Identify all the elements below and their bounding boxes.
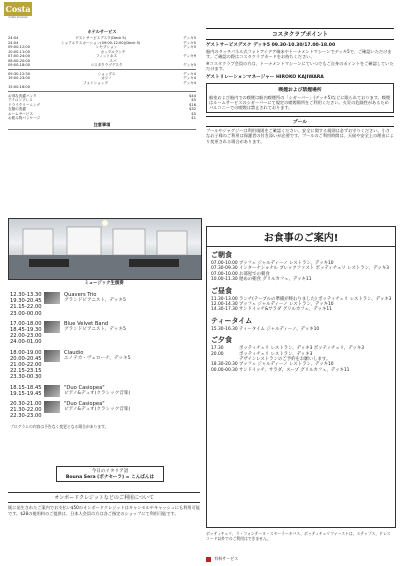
- music-info: [64, 350, 200, 381]
- italian-title: 今日のイタリア語: [91, 469, 129, 474]
- meal-lunch: ご昼食: [211, 286, 232, 295]
- credit-title: オンボードクレジットなどのご利用について: [8, 492, 200, 503]
- costa-logo: Costa: [5, 4, 31, 14]
- music-block: [10, 350, 200, 381]
- ship-interior-photo: [8, 218, 202, 280]
- music-times: 20.30-21.00 21.30-22.00 22.30-23.00: [10, 401, 42, 420]
- meal-teatime: ティータイム: [211, 316, 253, 325]
- club-desk-line: ゲストサービスデスク デッキ5 09.30-10.30/17.00-18.00: [206, 43, 336, 48]
- music-note: プログラムの内容は予告なく変更となる場合があります。: [10, 423, 109, 429]
- music-info: [64, 321, 200, 346]
- list-item: デザインレストランのご予約をお願いします。: [239, 357, 331, 363]
- music-times: 18.15-18.45 19.15-19.45: [10, 384, 42, 397]
- list-item: お飲み物パッケージ $1: [8, 116, 196, 120]
- music-info: [64, 292, 200, 317]
- music-block: [10, 401, 200, 420]
- performer-photo: [44, 385, 60, 397]
- photo-illustration: [9, 219, 201, 279]
- performer-name: "Duo Casiopea": [64, 384, 105, 391]
- music-block: [10, 321, 200, 346]
- list-item: ドライクリーニング $16: [8, 102, 196, 107]
- list-item: フォトショップ デッキ4: [83, 80, 196, 85]
- club-text-2: ※コスタクラブ会員の方は、トーナメントマシーンにていつでもご自身のポイントをご確認していただけます。: [206, 60, 394, 72]
- list-item: 15:00-16:00: [8, 85, 31, 89]
- music-schedule: [10, 292, 200, 429]
- hotel-services-section: [8, 28, 196, 132]
- performer-photo: [44, 292, 60, 304]
- price-list: [8, 94, 196, 121]
- music-times: 12.30-13.30 19.30-20.45 21.15-22.00 23.00-00.00: [10, 292, 42, 317]
- divider: [8, 129, 196, 130]
- performer-location: ピアノ&デュオ(クラシック音楽): [64, 407, 131, 413]
- list-item: 07.30-09.30 インターナショナル ブレックファスト ボッティチェリ レストラン、デッキ3: [211, 266, 389, 272]
- divider: [8, 91, 196, 92]
- smoking-title: 喫煙および禁煙場所: [278, 87, 322, 93]
- divider: [8, 69, 196, 70]
- performer-name: Claudio: [64, 349, 84, 356]
- list-item: お得な洗濯パック $44: [8, 93, 196, 98]
- costa-club-section: [206, 28, 394, 144]
- list-item: 08:00-20:00 スパ: [8, 58, 117, 63]
- performer-name: Blue Velvet Band: [64, 320, 109, 327]
- live-music-title: ミュージック生演奏: [84, 281, 124, 286]
- list-item: 07.00-10.00 ブッフェ ジャルディーノ レストラン、デッキ10: [211, 261, 334, 266]
- notices-title: 注意事項: [93, 121, 111, 127]
- list-item: 20.00 ボッティチェリ レストラン、デッキ3: [211, 351, 313, 357]
- list-item: 14.30-17.30 サンドイッチ&サラダ グリルカフェ、デッキ11: [211, 307, 332, 313]
- performer-photo: [44, 350, 60, 362]
- list-item: アイロンプレス $5: [8, 98, 196, 102]
- performer-name: "Duo Casiopea": [64, 401, 105, 408]
- pool-text: プールやジャグジーは利用規則をご確認ください。安全に関する規則は必ずお守りください。小さなお子様のご利用は保護者の付き添いが必要です。プールのご利用時間は、天候や安全上の理由により変更される場合があります。: [206, 127, 394, 144]
- list-item: 00.00-00.30 サンドイッチ、サラダ、スープ グリルカフェ、デッキ11: [211, 367, 350, 373]
- list-item: 17.30 ボッティチェリ レストラン、デッキ3 ボッティチェリ、デッキ3: [211, 346, 365, 352]
- music-info: [64, 401, 200, 420]
- list-item: 衣類の洗濯 $32: [8, 107, 196, 111]
- list-item: 15.30-16.30 ティータイム ジャルディーノ、デッキ10: [211, 326, 320, 332]
- meal-dinner: ご夕食: [211, 336, 232, 345]
- credit-body: 既に発生されたご案内でお支払い$50のオンボードクレジットはキャンセルやキャッシュにも利用可能です。$28の使用料のご提供は、日本人会員の方は各ご指定のショップにて利用可能です。: [8, 505, 200, 516]
- todays-italian-box: [56, 466, 164, 482]
- performer-name: Quavers Trio: [64, 292, 97, 298]
- smoking-text: 船室および船内での喫煙は船内喫煙所の「シガーバー」(デッキ5)などに限られております。喫煙はルームサービスのシガーバーにて規定の喫煙場所をご利用ください。火災の危険性があるためバルコニーでの喫煙は禁止されております。: [209, 94, 391, 111]
- list-item: 12.00-14.30 ブッフェ ジャルディーノ レストラン、デッキ10: [211, 302, 334, 308]
- dining-guide: [206, 226, 396, 528]
- logo-subtitle: Costa Crociere: [8, 16, 28, 19]
- hotel-services-list: [8, 36, 196, 68]
- music-info: [64, 385, 200, 397]
- list-item: 07:00-24:00 フィットネス デッキ9: [8, 54, 196, 58]
- list-item: 10.00-11.30 遅めの朝食 グリルカフェ、デッキ11: [211, 277, 312, 283]
- legend-label: 有料サービス: [214, 556, 239, 561]
- list-item: 09:30-12:30 ショップス デッキ4: [8, 71, 196, 76]
- list-item: 09:00-18:00 コスタクラブデスク デッキ5: [8, 63, 196, 67]
- pool-title: プール: [206, 116, 394, 127]
- list-item: 07.00-10.00 お部屋での朝食: [211, 271, 270, 277]
- hotel-services-title: ホテルサービス: [87, 29, 117, 34]
- list-item: 09:00-12:00 レセプション デッキ5: [8, 45, 196, 49]
- list-item: 10:00-11:00 カップルランチ: [8, 49, 126, 54]
- list-item: 18.30-20.30 ブッフェ ジャルディーノ レストラン、デッキ10: [211, 362, 334, 368]
- dining-title: お食事のご案内!: [207, 227, 395, 247]
- list-item: 19:00-23:00 カジノ デッキ4: [8, 76, 196, 80]
- list-item: 24:04 ゲストサービスデスク(Deck 5) デッキ5: [8, 36, 196, 40]
- dress-code-notes: ボッティチェリ、ラ・フォンテーヌ・スターラーキバス、ボッティチェリファーストは、ステップス、ドレスコード以外でのご利用はできません。: [206, 531, 391, 541]
- paid-service-legend: [206, 556, 238, 562]
- club-text: 船内のタッチパネル式フォトアイデア端末やトーナメントマシーンでデッキ5で、ご確認いただけます。ご確認の際はコスタクラブカードをお持ちください。: [206, 49, 392, 60]
- list-item: 11.30-13.00 ランチ(テーブルの準備が終わりました) ボッティチェリ レストラン、デッキ3: [211, 296, 392, 302]
- performer-location: ピアノ&デュオ(クラシック音楽): [64, 390, 131, 396]
- guest-relations-manager: ゲストリレーションマネージャー HIROKO KAJIWARA: [206, 74, 324, 80]
- onboard-credit-section: [8, 492, 200, 516]
- performer-location: エノテカ・ヴェローナ、デッキ5: [64, 355, 131, 361]
- meal-breakfast: ご朝食: [211, 251, 232, 259]
- italian-phrase: Bouna Sera (ボナセーラ) = こんばんは: [65, 475, 155, 480]
- performer-location: グランドピアニスト、デッキ5: [64, 327, 126, 333]
- music-block: [10, 292, 200, 317]
- performer-photo: [44, 321, 60, 333]
- list-item: 24:04 ショアエクスカーション(09:00-12:00)(Deck 5) デッキ5: [8, 40, 196, 45]
- list-item: ルームサービス $5: [8, 111, 196, 116]
- music-times: 18.00-19.00 20.00-20.45 21.00-22.00 22.15-23.15 23.30-00.30: [10, 349, 42, 381]
- music-times: 17.00-18.00 18.45-19.30 22.00-23.00 24.00-01.00: [10, 320, 42, 346]
- club-points-title: コスタクラブポイント: [206, 28, 394, 40]
- smoking-notice: [206, 83, 394, 113]
- performer-photo: [44, 401, 60, 413]
- paid-service-icon: [206, 557, 211, 562]
- performer-location: グランドピアニスト、デッキ5: [64, 298, 126, 304]
- music-block: [10, 385, 200, 397]
